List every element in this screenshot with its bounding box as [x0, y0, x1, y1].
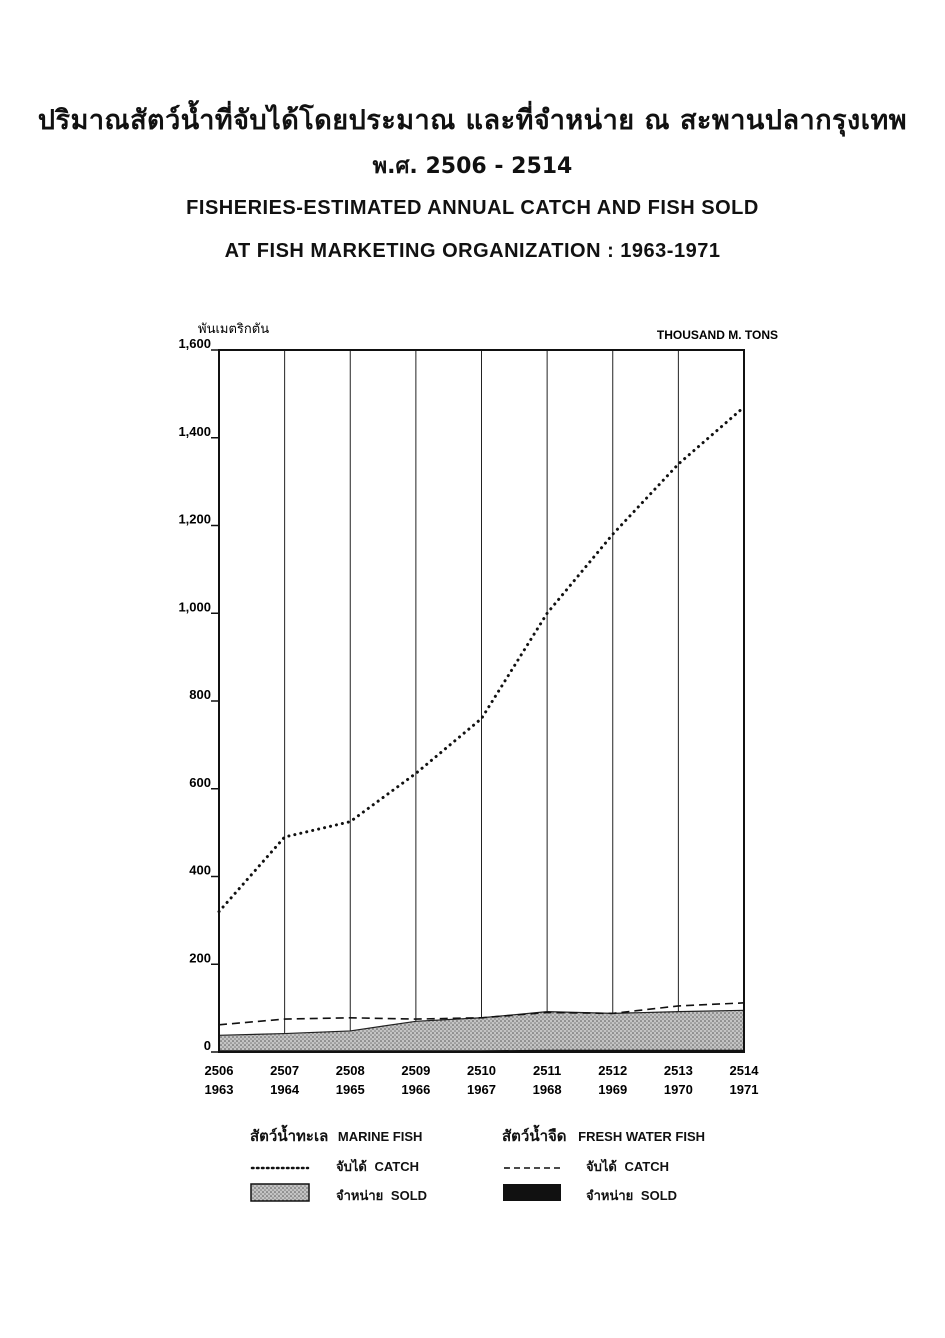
- x-tick-label-ad-1963: 1963: [204, 1082, 234, 1097]
- y-tick-label-200: 200: [189, 950, 211, 966]
- y-tick-label-1200: 1,200: [178, 511, 211, 527]
- chart-title-thai-years: พ.ศ. 2506 - 2514: [372, 154, 573, 179]
- legend-marine-heading: [250, 1124, 422, 1148]
- legend-marine-catch-thai: จับได้: [336, 1160, 367, 1175]
- legend-fresh-thai: สัตว์น้ำจืด: [502, 1128, 567, 1145]
- legend-fresh-catch-swatch: [502, 1158, 566, 1172]
- y-axis-label-english: THOUSAND M. TONS: [656, 328, 778, 342]
- legend-fresh-english: FRESH WATER FISH: [578, 1129, 706, 1144]
- x-tick-label-be-2513: 2513: [663, 1063, 693, 1078]
- y-tick-label-600: 600: [189, 774, 211, 790]
- y-tick-label-1400: 1,400: [178, 423, 211, 439]
- x-tick-label-ad-1970: 1970: [663, 1082, 693, 1097]
- legend-marine-sold-swatch: [250, 1183, 312, 1203]
- x-tick-label-be-2506: 2506: [204, 1063, 234, 1078]
- x-tick-label-ad-1967: 1967: [467, 1082, 496, 1097]
- chart-title-thai: ปริมาณสัตว์น้ำที่จับได้โดยประมาณ และที่จำหน่าย ณ สะพานปลากรุงเทพ: [37, 105, 908, 136]
- legend-fresh-sold-label: [586, 1185, 677, 1206]
- chart-title-english-line1: FISHERIES-ESTIMATED ANNUAL CATCH AND FISH SOLD: [186, 197, 759, 219]
- y-tick-label-400: 400: [189, 862, 211, 878]
- legend-fresh-heading: [502, 1124, 705, 1148]
- x-tick-label-be-2510: 2510: [467, 1063, 496, 1078]
- x-tick-label-be-2514: 2514: [729, 1063, 759, 1078]
- x-tick-label-be-2507: 2507: [270, 1063, 300, 1078]
- x-tick-label-be-2509: 2509: [401, 1063, 431, 1078]
- x-tick-label-ad-1966: 1966: [401, 1082, 431, 1097]
- y-tick-label-1600: 1,600: [178, 336, 211, 351]
- x-tick-label-ad-1968: 1968: [532, 1082, 562, 1097]
- legend-fresh-sold-thai: จำหน่าย: [586, 1189, 634, 1204]
- x-tick-label-be-2508: 2508: [335, 1063, 365, 1078]
- legend-marine-english: MARINE FISH: [337, 1129, 423, 1144]
- legend-marine-catch-english: CATCH: [374, 1159, 420, 1174]
- x-tick-label-ad-1965: 1965: [335, 1082, 365, 1097]
- legend-fresh-catch-thai: จับได้: [586, 1160, 617, 1175]
- x-tick-label-ad-1964: 1964: [270, 1082, 300, 1097]
- y-tick-label-800: 800: [189, 687, 211, 702]
- legend-marine-sold-english: SOLD: [390, 1188, 428, 1203]
- legend-marine-sold-label: [336, 1185, 427, 1206]
- x-tick-label-ad-1971: 1971: [729, 1082, 759, 1097]
- legend-fresh-catch-english: CATCH: [624, 1159, 670, 1174]
- y-tick-label-1000: 1,000: [178, 599, 211, 615]
- legend-marine-catch-label: [336, 1156, 419, 1177]
- legend-marine-sold-thai: จำหน่าย: [336, 1189, 384, 1204]
- legend-fresh-catch-label: [586, 1156, 669, 1177]
- x-tick-label-ad-1969: 1969: [598, 1082, 628, 1097]
- legend-fresh-sold-swatch: [502, 1183, 564, 1203]
- x-tick-label-be-2511: 2511: [533, 1063, 562, 1078]
- x-tick-label-be-2512: 2512: [598, 1063, 628, 1078]
- chart-title-english-line2: AT FISH MARKETING ORGANIZATION : 1963-1971: [224, 240, 721, 262]
- legend-fresh-sold-english: SOLD: [640, 1188, 678, 1203]
- y-axis-label-thai: พันเมตริกตัน: [198, 322, 270, 337]
- legend-marine-thai: สัตว์น้ำทะเล: [250, 1128, 329, 1145]
- legend-marine-catch-swatch: [250, 1158, 310, 1172]
- y-tick-label-0: 0: [203, 1038, 211, 1053]
